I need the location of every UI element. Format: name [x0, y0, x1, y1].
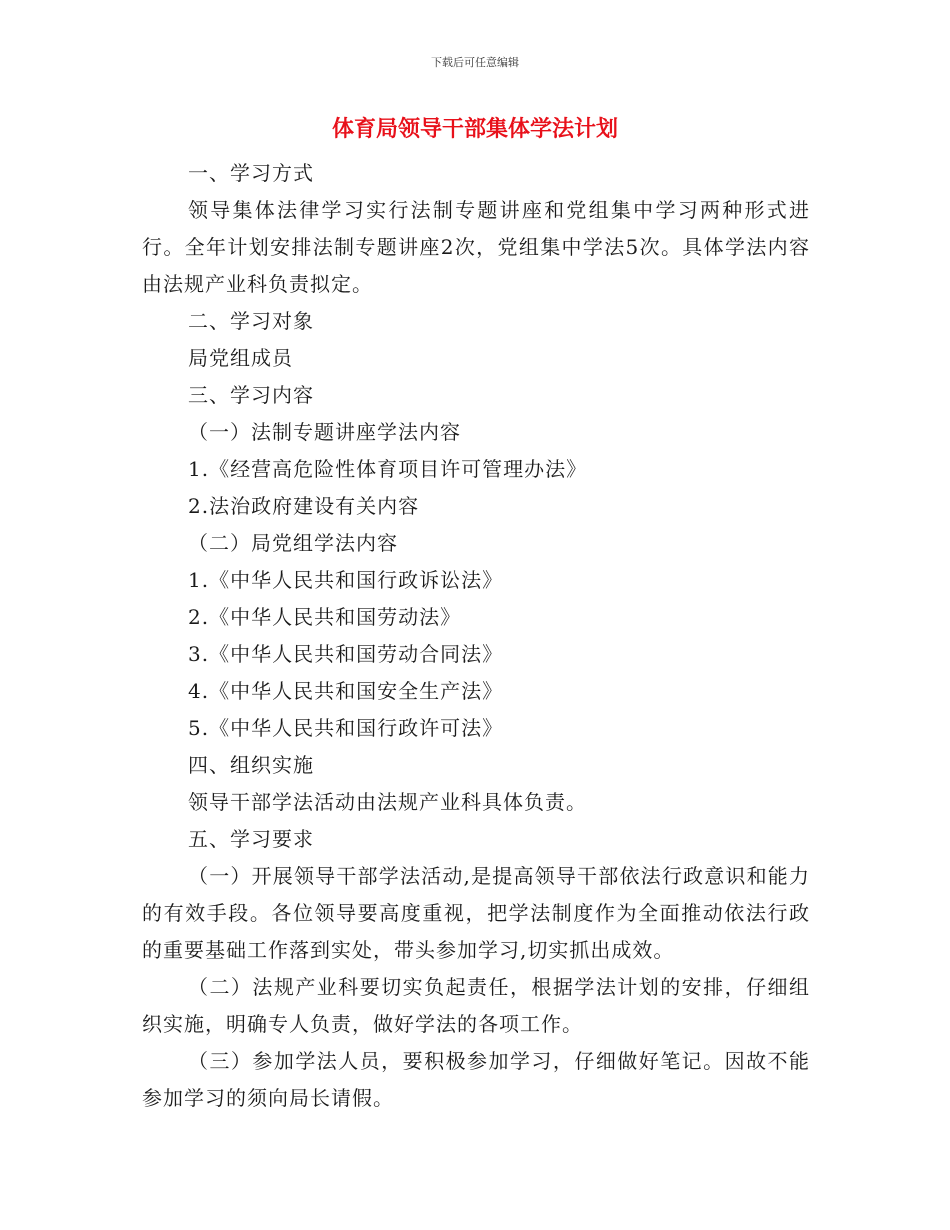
document-title: 体育局领导干部集体学法计划: [331, 117, 618, 142]
section-heading-requirements: 五、学习要求: [188, 827, 314, 851]
section-heading-implementation: 四、组织实施: [188, 753, 314, 777]
page-header-note: 下载后可任意编辑: [431, 56, 519, 69]
subheading-lecture-content: （一）法制专题讲座学法内容: [188, 420, 461, 444]
list-item: 1.《中华人民共和国行政诉讼法》: [188, 568, 504, 592]
document-body: [142, 155, 810, 1117]
section-heading-study-content: 三、学习内容: [188, 383, 314, 407]
list-item: 5.《中华人民共和国行政许可法》: [188, 716, 504, 740]
paragraph-requirement-2: （二）法规产业科要切实负起责任，根据学法计划的安排，仔细组织实施，明确专人负责，做好学法的各项工作。: [142, 975, 810, 1036]
section-heading-study-method: 一、学习方式: [188, 161, 314, 185]
list-item: 4.《中华人民共和国安全生产法》: [188, 679, 504, 703]
subheading-party-group-content: （二）局党组学法内容: [188, 531, 398, 555]
list-item: 2.法治政府建设有关内容: [188, 494, 420, 518]
paragraph-requirement-1: （一）开展领导干部学法活动,是提高领导干部依法行政意识和能力的有效手段。各位领导要高度重视，把学法制度作为全面推动依法行政的重要基础工作落到实处，带头参加学习,切实抓出成效。: [142, 864, 810, 962]
list-item: 3.《中华人民共和国劳动合同法》: [188, 642, 504, 666]
paragraph-requirement-3: （三）参加学法人员，要积极参加学习，仔细做好笔记。因故不能参加学习的须向局长请假。: [142, 1049, 810, 1110]
list-item: 2.《中华人民共和国劳动法》: [188, 605, 462, 629]
paragraph-implementation: 领导干部学法活动由法规产业科具体负责。: [188, 790, 587, 814]
paragraph-study-target: 局党组成员: [188, 346, 293, 370]
paragraph-study-method: 领导集体法律学习实行法制专题讲座和党组集中学习两种形式进行。全年计划安排法制专题讲座2次，党组集中学法5次。具体学法内容由法规产业科负责拟定。: [142, 198, 810, 296]
list-item: 1.《经营高危险性体育项目许可管理办法》: [188, 457, 588, 481]
section-heading-study-target: 二、学习对象: [188, 309, 314, 333]
